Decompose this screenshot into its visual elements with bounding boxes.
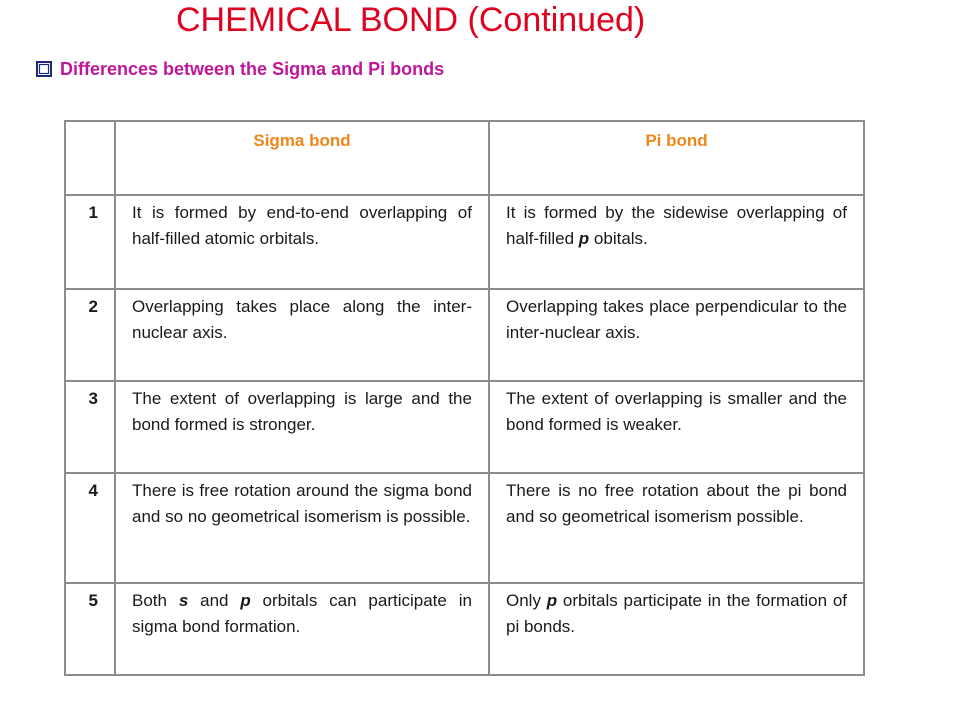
sigma-cell: Overlapping takes place along the inter-nuclear axis. xyxy=(115,289,489,381)
sigma-cell: The extent of overlapping is large and the bond formed is stronger. xyxy=(115,381,489,473)
sigma-cell: There is free rotation around the sigma bond and so no geometrical isomerism is possible. xyxy=(115,473,489,583)
row-number: 5 xyxy=(65,583,115,675)
pi-cell: It is formed by the sidewise overlapping of half-filled p obitals. xyxy=(489,195,864,289)
subtitle xyxy=(36,56,444,82)
comparison-table xyxy=(64,120,865,676)
checkbox-bullet-icon xyxy=(36,61,52,77)
row-number: 3 xyxy=(65,381,115,473)
pi-cell: The extent of overlapping is smaller and the bond formed is weaker. xyxy=(489,381,864,473)
orbital-symbol: s xyxy=(178,591,189,610)
table-row xyxy=(65,583,864,675)
row-number: 2 xyxy=(65,289,115,381)
sigma-cell: Both s and p orbitals can participate in sigma bond formation. xyxy=(115,583,489,675)
table-row xyxy=(65,381,864,473)
page-title: CHEMICAL BOND (Continued) xyxy=(176,1,646,39)
header-pi-bond: Pi bond xyxy=(489,121,864,195)
row-number: 4 xyxy=(65,473,115,583)
header-sigma-bond: Sigma bond xyxy=(115,121,489,195)
subtitle-text: Differences between the Sigma and Pi bonds xyxy=(60,58,445,79)
orbital-symbol: p xyxy=(240,591,251,610)
orbital-symbol: p xyxy=(546,591,558,610)
row-number: 1 xyxy=(65,195,115,289)
pi-cell: There is no free rotation about the pi bond and so geometrical isomerism possible. xyxy=(489,473,864,583)
pi-cell: Only p orbitals participate in the formation of pi bonds. xyxy=(489,583,864,675)
orbital-symbol: p xyxy=(578,229,590,248)
pi-cell: Overlapping takes place perpendicular to the inter-nuclear axis. xyxy=(489,289,864,381)
table-row xyxy=(65,289,864,381)
header-number xyxy=(65,121,115,195)
sigma-cell: It is formed by end-to-end overlapping of half-filled atomic orbitals. xyxy=(115,195,489,289)
table-header-row xyxy=(65,121,864,195)
table-row xyxy=(65,473,864,583)
table-row xyxy=(65,195,864,289)
